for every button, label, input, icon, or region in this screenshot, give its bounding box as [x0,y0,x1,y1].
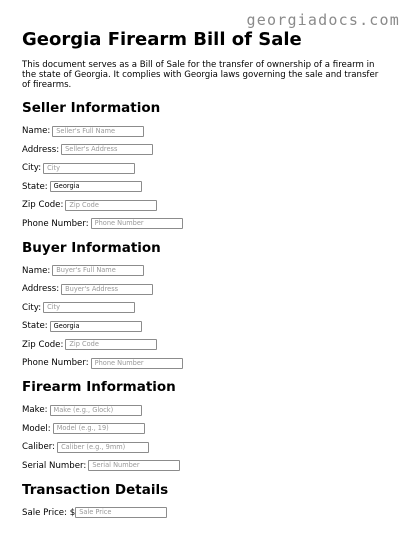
seller-heading: Seller Information [22,100,161,116]
seller-city-label: City: [22,163,42,173]
seller-name-input[interactable] [52,126,144,137]
seller-section [22,100,392,230]
buyer-address-row [22,283,392,295]
firearm-caliber-row [22,441,392,453]
sale-price-label: Sale Price: $ [22,507,76,518]
seller-city-row [22,162,392,174]
seller-name-label: Name: [22,126,51,136]
buyer-phone-input[interactable] [91,358,183,369]
buyer-name-input[interactable] [52,265,144,276]
buyer-state-input[interactable] [50,321,142,332]
firearm-serial-label: Serial Number: [22,460,87,471]
firearm-serial-input[interactable] [88,460,180,471]
transaction-heading: Transaction Details [22,481,169,498]
buyer-phone-row [22,357,392,369]
site-watermark: georgiadocs.com [246,11,400,29]
buyer-address-label: Address: [22,284,60,294]
firearm-model-input[interactable] [53,423,145,434]
seller-zip-label: Zip Code: [22,200,64,210]
transaction-section [22,482,392,519]
seller-name-row [22,125,392,137]
buyer-address-input[interactable] [61,284,153,295]
buyer-city-row [22,302,392,314]
seller-state-label: State: [22,181,48,192]
seller-address-row [22,144,392,156]
seller-state-row [22,181,392,193]
firearm-model-label: Model: [22,423,51,434]
firearm-caliber-label: Caliber: [22,442,56,452]
firearm-make-row [22,404,392,416]
firearm-make-input[interactable] [50,405,142,416]
buyer-city-input[interactable] [43,302,135,313]
firearm-make-label: Make: [22,405,48,415]
seller-phone-row [22,218,392,230]
seller-phone-input[interactable] [91,218,183,229]
firearm-caliber-input[interactable] [57,442,149,453]
buyer-heading: Buyer Information [22,239,161,256]
seller-zip-input[interactable] [65,200,157,211]
buyer-zip-row [22,339,392,351]
sale-price-input[interactable] [75,507,167,518]
sale-price-row [22,507,392,519]
intro-paragraph: This document serves as a Bill of Sale for the transfer of ownership of a firearm in the state of Georgia. It complies with Georgia laws governing the sale and transfer of firearms. [22,60,379,90]
buyer-phone-label: Phone Number: [22,358,89,368]
firearm-model-row [22,423,392,435]
seller-state-input[interactable] [50,181,142,192]
bill-of-sale-document [22,30,392,525]
seller-address-label: Address: [22,144,60,155]
seller-zip-row [22,199,392,211]
buyer-state-row [22,320,392,332]
firearm-heading: Firearm Information [22,379,176,395]
seller-address-input[interactable] [61,144,153,155]
buyer-name-row [22,265,392,277]
seller-city-input[interactable] [43,163,135,174]
buyer-zip-input[interactable] [65,339,157,350]
buyer-zip-label: Zip Code: [22,339,64,350]
page-title: Georgia Firearm Bill of Sale [22,29,302,50]
firearm-section [22,379,392,472]
seller-phone-label: Phone Number: [22,218,89,229]
buyer-city-label: City: [22,302,42,313]
buyer-name-label: Name: [22,265,51,276]
buyer-section [22,240,392,370]
firearm-serial-row [22,460,392,472]
buyer-state-label: State: [22,321,48,331]
